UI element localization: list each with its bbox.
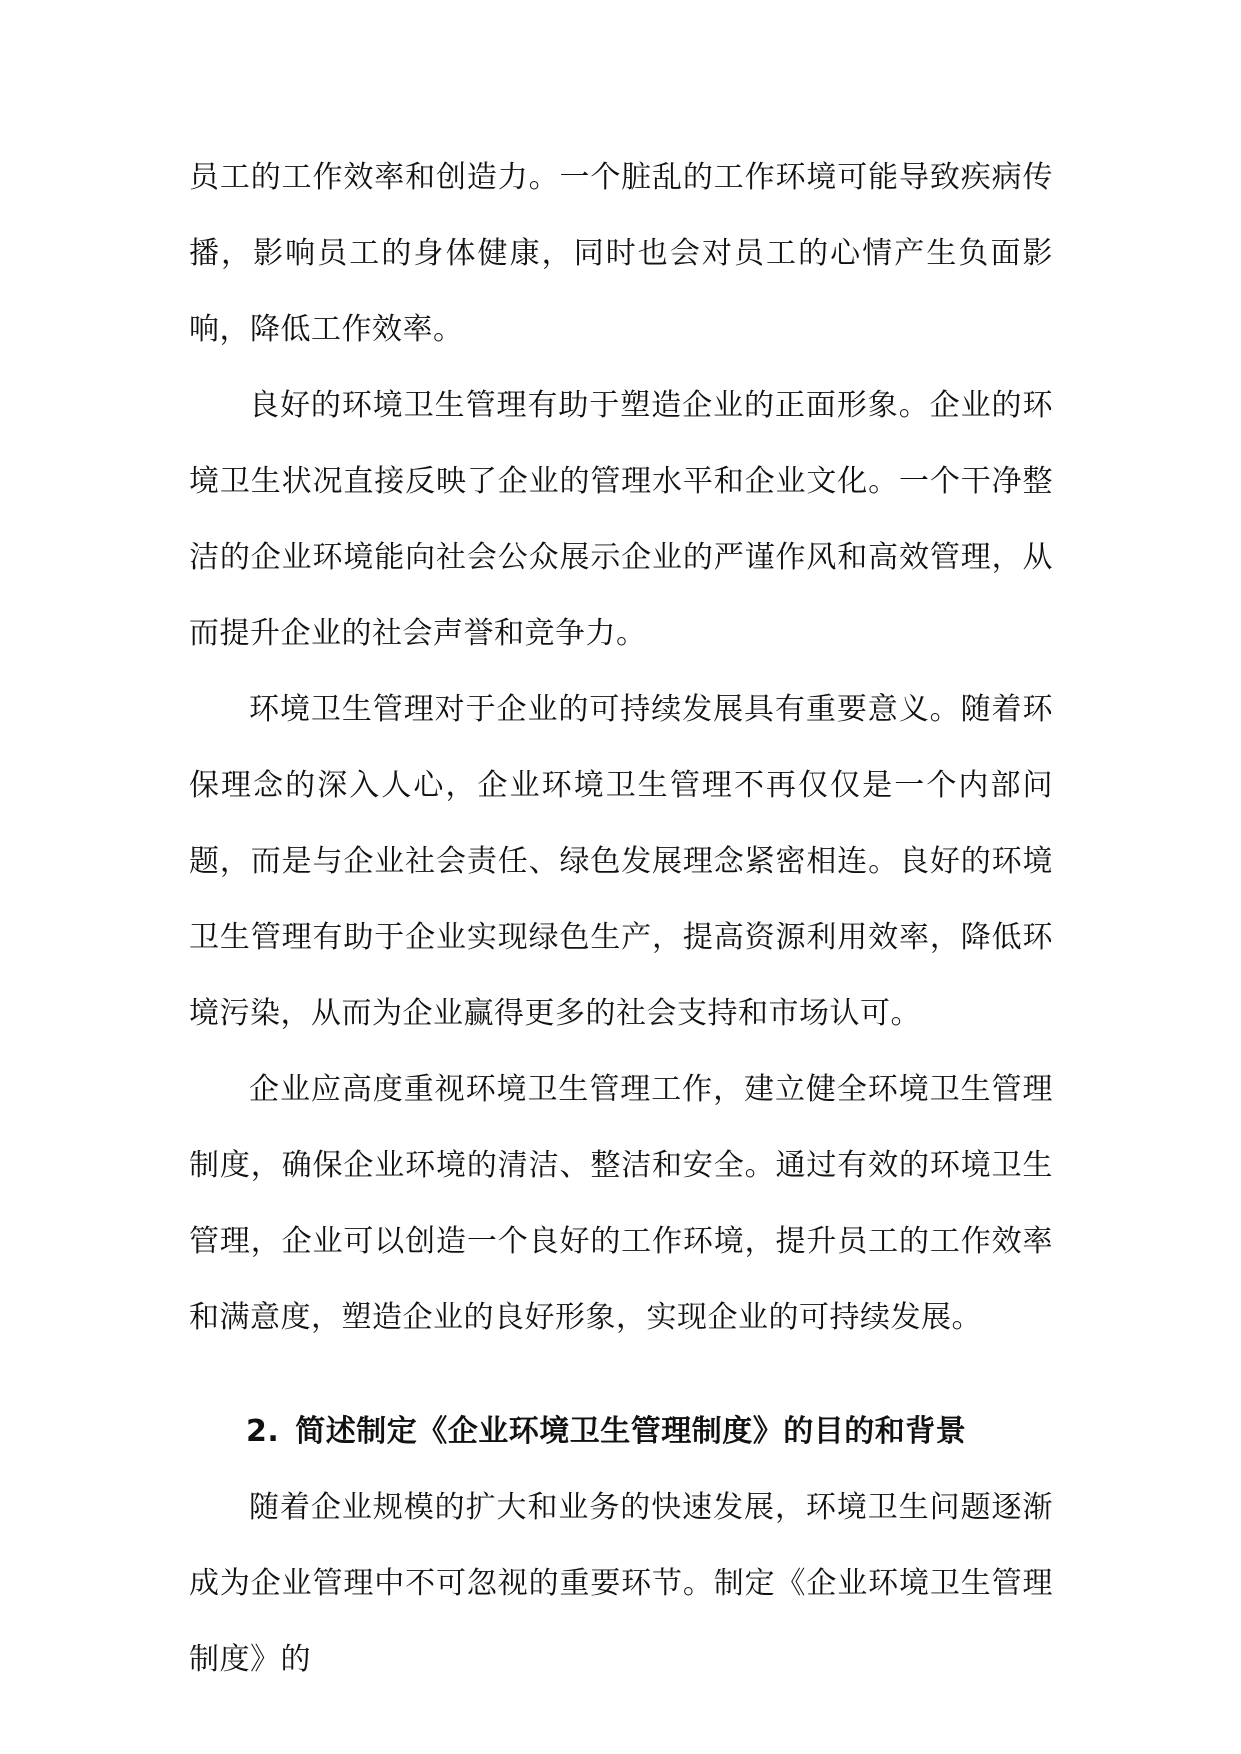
paragraph-section-intro: 随着企业规模的扩大和业务的快速发展，环境卫生问题逐渐成为企业管理中不可忽视的重要环节。制定《企业环境卫生管理制度》的 (189, 1490, 1053, 1677)
section-title: 简述制定《企业环境卫生管理制度》的目的和背景 (295, 1414, 967, 1449)
paragraph-continuation: 员工的工作效率和创造力。一个脏乱的工作环境可能导致疾病传播，影响员工的身体健康，同时也会对员工的心情产生负面影响，降低工作效率。 (189, 160, 1053, 347)
paragraph-sustainability: 环境卫生管理对于企业的可持续发展具有重要意义。随着环保理念的深入人心，企业环境卫生管理不再仅仅是一个内部问题，而是与企业社会责任、绿色发展理念紧密相连。良好的环境卫生管理有助于企业实现绿色生产，提高资源利用效率，降低环境污染，从而为企业赢得更多的社会支持和市场认可。 (189, 692, 1053, 1031)
section-number: 2. (246, 1414, 280, 1449)
paragraph-corporate-image: 良好的环境卫生管理有助于塑造企业的正面形象。企业的环境卫生状况直接反映了企业的管理水平和企业文化。一个干净整洁的企业环境能向社会公众展示企业的严谨作风和高效管理，从而提升企业的社会声誉和竞争力。 (189, 388, 1053, 651)
section-heading (189, 1394, 1053, 1470)
paragraph-conclusion: 企业应高度重视环境卫生管理工作，建立健全环境卫生管理制度，确保企业环境的清洁、整洁和安全。通过有效的环境卫生管理，企业可以创造一个良好的工作环境，提升员工的工作效率和满意度，塑造企业的良好形象，实现企业的可持续发展。 (189, 1072, 1053, 1335)
document-page (189, 140, 1053, 1698)
